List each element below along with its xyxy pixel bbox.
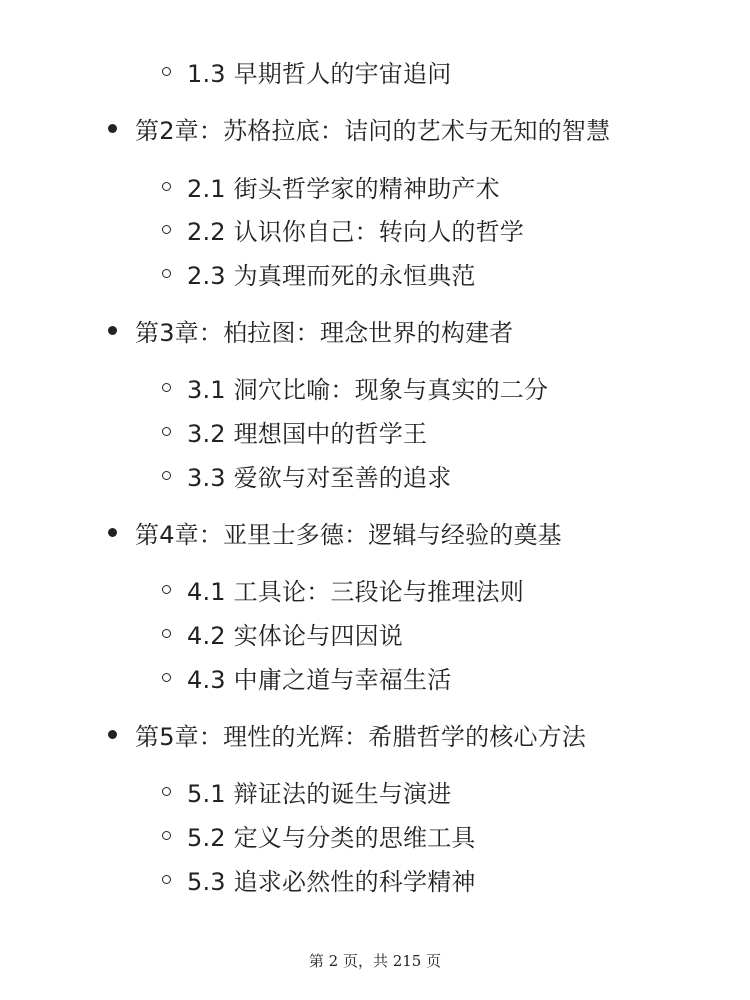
toc-item-label: 第5章：理性的光辉：希腊哲学的核心方法	[135, 722, 587, 751]
toc-item-label: 5.1 辩证法的诞生与演进	[187, 779, 452, 808]
hollow-bullet-icon	[162, 875, 171, 884]
filled-bullet-icon	[108, 124, 117, 133]
toc-section-5-2	[162, 815, 476, 855]
toc-section-1-3	[162, 51, 451, 91]
filled-bullet-icon	[108, 528, 117, 537]
hollow-bullet-icon	[162, 182, 171, 191]
hollow-bullet-icon	[162, 787, 171, 796]
toc-section-2-2	[162, 209, 524, 249]
toc-chapter-5	[108, 714, 586, 754]
toc-chapter-4	[108, 512, 562, 552]
page-number: 第 2 页，共 215 页	[308, 952, 442, 970]
toc-section-4-2	[162, 613, 403, 653]
hollow-bullet-icon	[162, 427, 171, 436]
toc-item-label: 2.1 街头哲学家的精神助产术	[187, 174, 500, 203]
toc-item-label: 2.3 为真理而死的永恒典范	[187, 261, 476, 290]
toc-item-label: 第3章：柏拉图：理念世界的构建者	[135, 318, 514, 347]
hollow-bullet-icon	[162, 269, 171, 278]
toc-section-2-1	[162, 166, 500, 206]
toc-chapter-2	[108, 108, 610, 148]
filled-bullet-icon	[108, 730, 117, 739]
toc-chapter-3	[108, 310, 513, 350]
hollow-bullet-icon	[162, 383, 171, 392]
filled-bullet-icon	[108, 326, 117, 335]
toc-section-3-1	[162, 367, 548, 407]
toc-item-label: 5.2 定义与分类的思维工具	[187, 823, 476, 852]
toc-section-2-3	[162, 253, 476, 293]
toc-item-label: 4.2 实体论与四因说	[187, 621, 403, 650]
toc-item-label: 4.1 工具论：三段论与推理法则	[187, 577, 524, 606]
toc-item-label: 3.2 理想国中的哲学王	[187, 419, 428, 448]
hollow-bullet-icon	[162, 585, 171, 594]
toc-item-label: 第2章：苏格拉底：诘问的艺术与无知的智慧	[135, 116, 611, 145]
toc-item-label: 2.2 认识你自己：转向人的哲学	[187, 217, 524, 246]
toc-item-label: 4.3 中庸之道与幸福生活	[187, 665, 452, 694]
toc-item-label: 3.3 爱欲与对至善的追求	[187, 463, 452, 492]
toc-section-3-3	[162, 455, 451, 495]
toc-section-3-2	[162, 411, 427, 451]
hollow-bullet-icon	[162, 673, 171, 682]
hollow-bullet-icon	[162, 225, 171, 234]
hollow-bullet-icon	[162, 67, 171, 76]
toc-section-5-1	[162, 771, 451, 811]
toc-item-label: 1.3 早期哲人的宇宙追问	[187, 59, 452, 88]
toc-section-5-3	[162, 859, 476, 899]
toc-item-label: 第4章：亚里士多德：逻辑与经验的奠基	[135, 520, 562, 549]
hollow-bullet-icon	[162, 471, 171, 480]
hollow-bullet-icon	[162, 629, 171, 638]
toc-section-4-1	[162, 569, 524, 609]
hollow-bullet-icon	[162, 831, 171, 840]
toc-section-4-3	[162, 657, 451, 697]
toc-item-label: 3.1 洞穴比喻：现象与真实的二分	[187, 375, 549, 404]
toc-item-label: 5.3 追求必然性的科学精神	[187, 867, 476, 896]
